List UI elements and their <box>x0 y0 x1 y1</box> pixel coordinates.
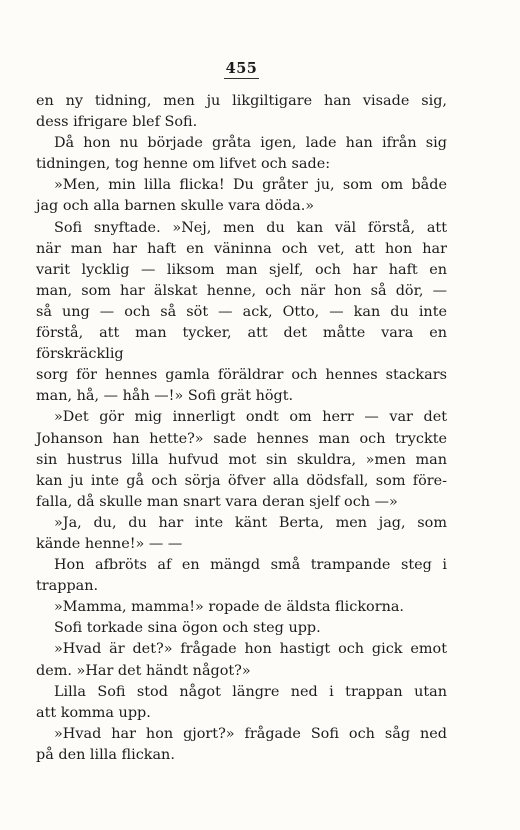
text-line: sin hustrus lilla hufvud mot sin skuldra, »men man <box>36 451 447 468</box>
text-line: Johanson han hette?» sade hennes man och tryckte <box>36 430 447 447</box>
text-line: man, som har älskat henne, och när hon så dör, — <box>36 282 447 299</box>
text-line: kan ju inte gå och sörja öfver alla dödsfall, som före- <box>36 472 447 489</box>
text-line: Då hon nu började gråta igen, lade han ifrån sig <box>54 135 447 152</box>
text-line: varit lycklig — liksom man sjelf, och har haft en <box>36 261 447 278</box>
page-number <box>36 58 447 80</box>
text-line: så ung — och så söt — ack, Otto, — kan du inte <box>36 303 447 320</box>
text-line: »Mamma, mamma!» ropade de äldsta flickorna. <box>54 599 404 616</box>
text-line: falla, då skulle man snart vara deran sjelf och —» <box>36 493 398 510</box>
text-line: förstå, att man tycker, att det måtte vara en förskräcklig <box>36 325 447 363</box>
text-line: Hon afbröts af en mängd små trampande steg i <box>54 557 447 574</box>
text-line: när man har haft en väninna och vet, att hon har <box>36 240 447 257</box>
text-line: på den lilla flickan. <box>36 746 175 763</box>
text-line: tidningen, tog henne om lifvet och sade: <box>36 156 331 173</box>
text-line: sorg för hennes gamla föräldrar och hennes stackars <box>36 367 447 384</box>
text-line: dess ifrigare blef Sofi. <box>36 114 198 131</box>
text-line: Sofi snyftade. »Nej, men du kan väl förstå, att <box>54 219 447 236</box>
text-line: »Det gör mig innerligt ondt om herr — var det <box>54 409 447 426</box>
text-line: »Ja, du, du har inte känt Berta, men jag, som <box>54 514 447 531</box>
text-line: »Hvad har hon gjort?» frågade Sofi och såg ned <box>54 725 447 742</box>
text-line: jag och alla barnen skulle vara döda.» <box>36 198 315 215</box>
text-line: att komma upp. <box>36 704 151 721</box>
text-line: dem. »Har det händt något?» <box>36 662 251 679</box>
text-line: Sofi torkade sina ögon och steg upp. <box>54 620 321 637</box>
text-line: Lilla Sofi stod något längre ned i trappan utan <box>54 683 447 700</box>
body-text <box>36 91 447 766</box>
text-line: trappan. <box>36 578 99 595</box>
text-line: en ny tidning, men ju likgiltigare han visade sig, <box>36 93 447 109</box>
text-line: »Men, min lilla flicka! Du gråter ju, som om både <box>54 177 447 194</box>
text-line: man, hå, — håh —!» Sofi grät högt. <box>36 388 294 405</box>
book-page <box>36 58 447 766</box>
page-number-label: 455 <box>225 60 258 77</box>
text-line: kände henne!» — — <box>36 535 183 552</box>
text-line: »Hvad är det?» frågade hon hastigt och gick emot <box>54 641 447 658</box>
